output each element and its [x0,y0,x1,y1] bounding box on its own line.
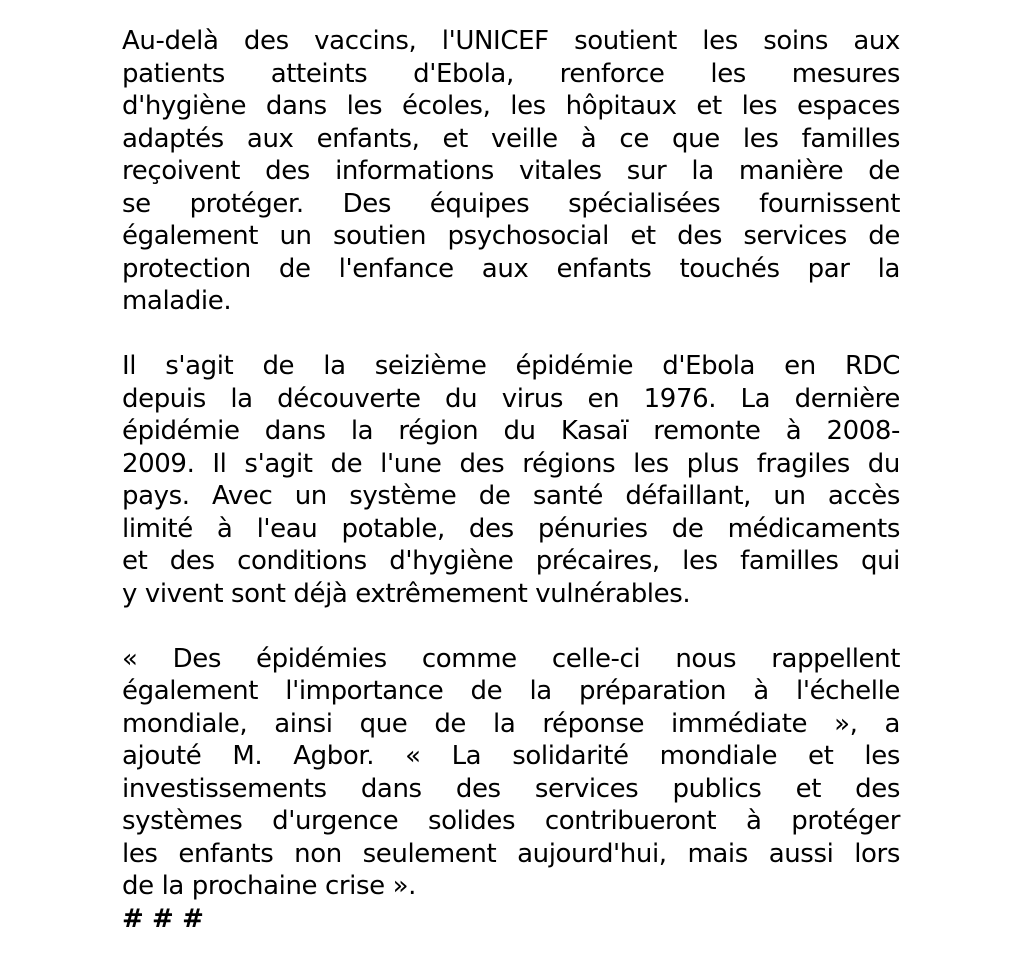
text-line: reçoivent des informations vitales sur la manière de [122,156,900,186]
paragraph-epidemic-context [122,350,900,610]
text-line: également un soutien psychosocial et des services de [122,221,900,251]
text-line: 2009. Il s'agit de l'une des régions les plus fragiles du [122,448,900,479]
text-line: y vivent sont déjà extrêmement vulnérables. [122,578,691,609]
text-line: d'hygiène dans les écoles, les hôpitaux et les espaces [122,91,900,121]
text-line: limité à l'eau potable, des pénuries de médicaments [122,513,900,544]
text-line: de la prochaine crise ». [122,871,416,901]
text-line: Au-delà des vaccins, l'UNICEF soutient les soins aux [122,26,900,56]
text-line: depuis la découverte du virus en 1976. La dernière [122,383,900,414]
text-line: systèmes d'urgence solides contribueront à protéger [122,806,900,836]
text-line: adaptés aux enfants, et veille à ce que les familles [122,123,900,154]
text-line: patients atteints d'Ebola, renforce les mesures [122,58,900,89]
text-line: les enfants non seulement aujourd'hui, mais aussi lors [122,838,900,869]
text-line: ajouté M. Agbor. « La solidarité mondiale et les [122,741,900,771]
text-line: mondiale, ainsi que de la réponse immédiate », a [122,708,900,739]
document-body [122,25,900,935]
text-line: pays. Avec un système de santé défaillant, un accès [122,481,900,511]
text-line: maladie. [122,286,232,316]
text-line: Il s'agit de la seizième épidémie d'Ebola en RDC [122,351,900,381]
paragraph-unicef-support [122,25,900,318]
text-line: et des conditions d'hygiène précaires, les familles qui [122,546,900,576]
text-line: également l'importance de la préparation à l'échelle [122,676,900,706]
text-line: « Des épidémies comme celle-ci nous rappellent [122,643,900,674]
text-line: protection de l'enfance aux enfants touchés par la [122,253,900,284]
paragraph-agbor-quote [122,643,900,903]
text-line: se protéger. Des équipes spécialisées fournissent [122,188,900,219]
text-line: investissements dans des services publics et des [122,773,900,804]
end-of-release-mark: # # # [122,903,204,934]
text-line: épidémie dans la région du Kasaï remonte à 2008- [122,416,900,446]
